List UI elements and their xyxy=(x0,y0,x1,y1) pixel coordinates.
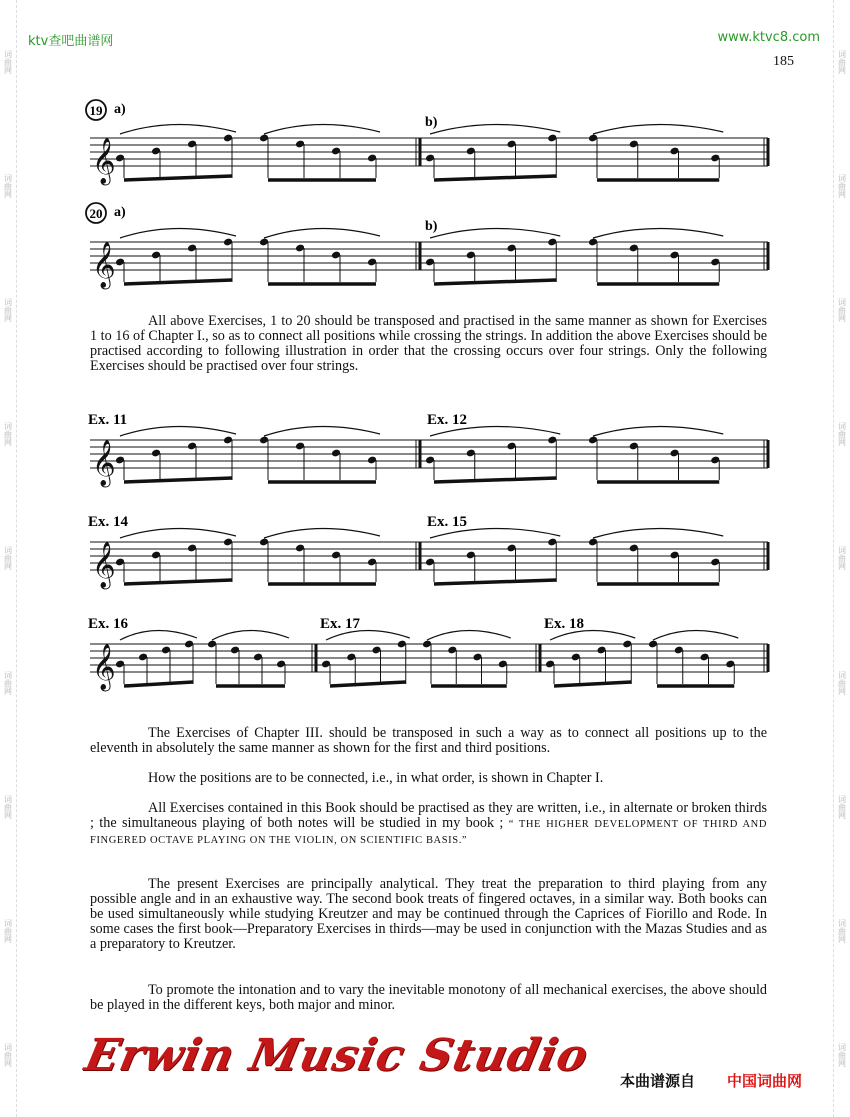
part-b-label: b) xyxy=(425,115,438,130)
slur xyxy=(593,528,723,538)
note-beam xyxy=(124,176,232,180)
slur xyxy=(120,228,236,238)
slur xyxy=(427,630,511,640)
slur xyxy=(264,528,380,538)
exercise-19-label xyxy=(86,100,106,120)
example-18-label: Ex. 18 xyxy=(544,616,585,632)
part-b-label: b) xyxy=(425,219,438,234)
example-11-label: Ex. 11 xyxy=(88,412,128,428)
strip-text: 词曲网 xyxy=(837,918,847,943)
page-number: 185 xyxy=(773,54,794,69)
note-beam xyxy=(434,176,556,180)
studio-logo: Erwin Music Studio xyxy=(80,1030,594,1081)
slur xyxy=(593,426,723,436)
exercise-20-label xyxy=(86,203,106,223)
treble-clef: 𝄞 xyxy=(92,440,116,485)
strip-text: 词曲网 xyxy=(3,670,13,695)
paragraph-intonation: To promote the intonation and to vary the inevitable monotony of all mechanical exercises, the above should be played in the different keys, both major and minor. xyxy=(90,982,767,1013)
strip-text: 词曲网 xyxy=(3,546,13,571)
slur xyxy=(120,426,236,436)
book-title: “ THE HIGHER DEVELOPMENT OF THIRD AND FINGERED OCTAVE PLAYING ON THE VIOLIN, ON SCIENTIFIC BASIS.” xyxy=(90,819,767,846)
paragraph-transposition: All above Exercises, 1 to 20 should be transposed and practised in the same manner as shown for Exercises 1 to 16 of Chapter I., so as to connect all positions while crossing the strings. In addition the above Exercises should be practised according to following illustration in order that the crossing occurs over four strings. Only the following Exercises should be practised over four strings. xyxy=(90,313,767,374)
example-16-label: Ex. 16 xyxy=(88,616,129,632)
slur xyxy=(264,426,380,436)
slur xyxy=(430,228,560,238)
strip-text: 词曲网 xyxy=(837,298,847,323)
note-beam xyxy=(124,478,232,482)
note-beam xyxy=(434,280,556,284)
treble-clef: 𝄞 xyxy=(92,138,116,183)
slur xyxy=(212,630,289,640)
svg-text:20: 20 xyxy=(89,206,103,221)
strip-text: 词曲网 xyxy=(837,50,847,75)
strip-text: 词曲网 xyxy=(3,50,13,75)
note-heads xyxy=(115,134,735,684)
slur xyxy=(120,630,197,640)
note-beam xyxy=(554,682,631,686)
strip-text: 词曲网 xyxy=(837,670,847,695)
slur xyxy=(120,124,236,134)
site-watermark-right[interactable]: www.ktvc8.com xyxy=(717,30,820,45)
strip-text: 词曲网 xyxy=(837,174,847,199)
slur xyxy=(653,630,738,640)
strip-text: 词曲网 xyxy=(837,1042,847,1067)
treble-clef: 𝄞 xyxy=(92,644,116,689)
note-beam xyxy=(124,580,232,584)
strip-text: 词曲网 xyxy=(3,1042,13,1067)
slur xyxy=(593,228,723,238)
example-12-label: Ex. 12 xyxy=(427,412,468,428)
strip-text: 词曲网 xyxy=(3,794,13,819)
beams xyxy=(124,176,734,686)
slur xyxy=(120,528,236,538)
strip-text: 词曲网 xyxy=(3,174,13,199)
note-beam xyxy=(434,580,556,584)
paragraph-analytical: The present Exercises are principally analytical. They treat the preparation to third playing from any possible angle and in an exhaustive way. The second book treats of fingered octaves, in a similar way. Both books can be used simultaneously while studying Kreutzer and may be continued through the Caprices of Fiorillo and Rode. In some cases the first book—Preparatory Exercises in thirds—may be used in conjunction with the Mazas Studies and as a preparatory to Kreutzer. xyxy=(90,876,767,952)
example-15-label: Ex. 15 xyxy=(427,514,468,530)
slur xyxy=(430,124,560,134)
source-label: 本曲谱源自 xyxy=(620,1072,696,1090)
paragraph-practice-thirds: All Exercises contained in this Book should be practised as they are written, i.e., in alternate or broken thirds ; the simultaneous playing of both notes will be studied in my book ; “ THE HIGHER DEVELOPMENT OF THIRD AND FINGERED OCTAVE PLAYING ON THE VIOLIN, ON SCIENTIFIC BASIS.” xyxy=(90,800,767,846)
site-watermark-left[interactable]: ktv查吧曲谱网 xyxy=(28,34,114,49)
part-a-label: a) xyxy=(114,102,126,117)
part-a-label: a) xyxy=(114,205,126,220)
strip-text: 词曲网 xyxy=(837,794,847,819)
strip-text: 词曲网 xyxy=(837,546,847,571)
example-17-label: Ex. 17 xyxy=(320,616,361,632)
note-beam xyxy=(124,682,193,686)
slur xyxy=(264,228,380,238)
treble-clef: 𝄞 xyxy=(92,242,116,287)
paragraph-connection-order: How the positions are to be connected, i.e., in what order, is shown in Chapter I. xyxy=(148,770,604,786)
svg-text:19: 19 xyxy=(89,103,103,118)
paragraph-chapter-three: The Exercises of Chapter III. should be transposed in such a way as to connect all positions up to the eleventh in absolutely the same manner as shown for the first and third positions. xyxy=(90,725,767,756)
strip-text: 词曲网 xyxy=(3,422,13,447)
slur xyxy=(593,124,723,134)
strip-text: 词曲网 xyxy=(3,298,13,323)
slur xyxy=(264,124,380,134)
source-site-link[interactable]: 中国词曲网 xyxy=(727,1072,803,1090)
example-14-label: Ex. 14 xyxy=(88,514,129,530)
note-beam xyxy=(330,682,406,686)
strip-text: 词曲网 xyxy=(3,918,13,943)
treble-clef: 𝄞 xyxy=(92,542,116,587)
note-beam xyxy=(434,478,556,482)
note-beam xyxy=(124,280,232,284)
strip-text: 词曲网 xyxy=(837,422,847,447)
